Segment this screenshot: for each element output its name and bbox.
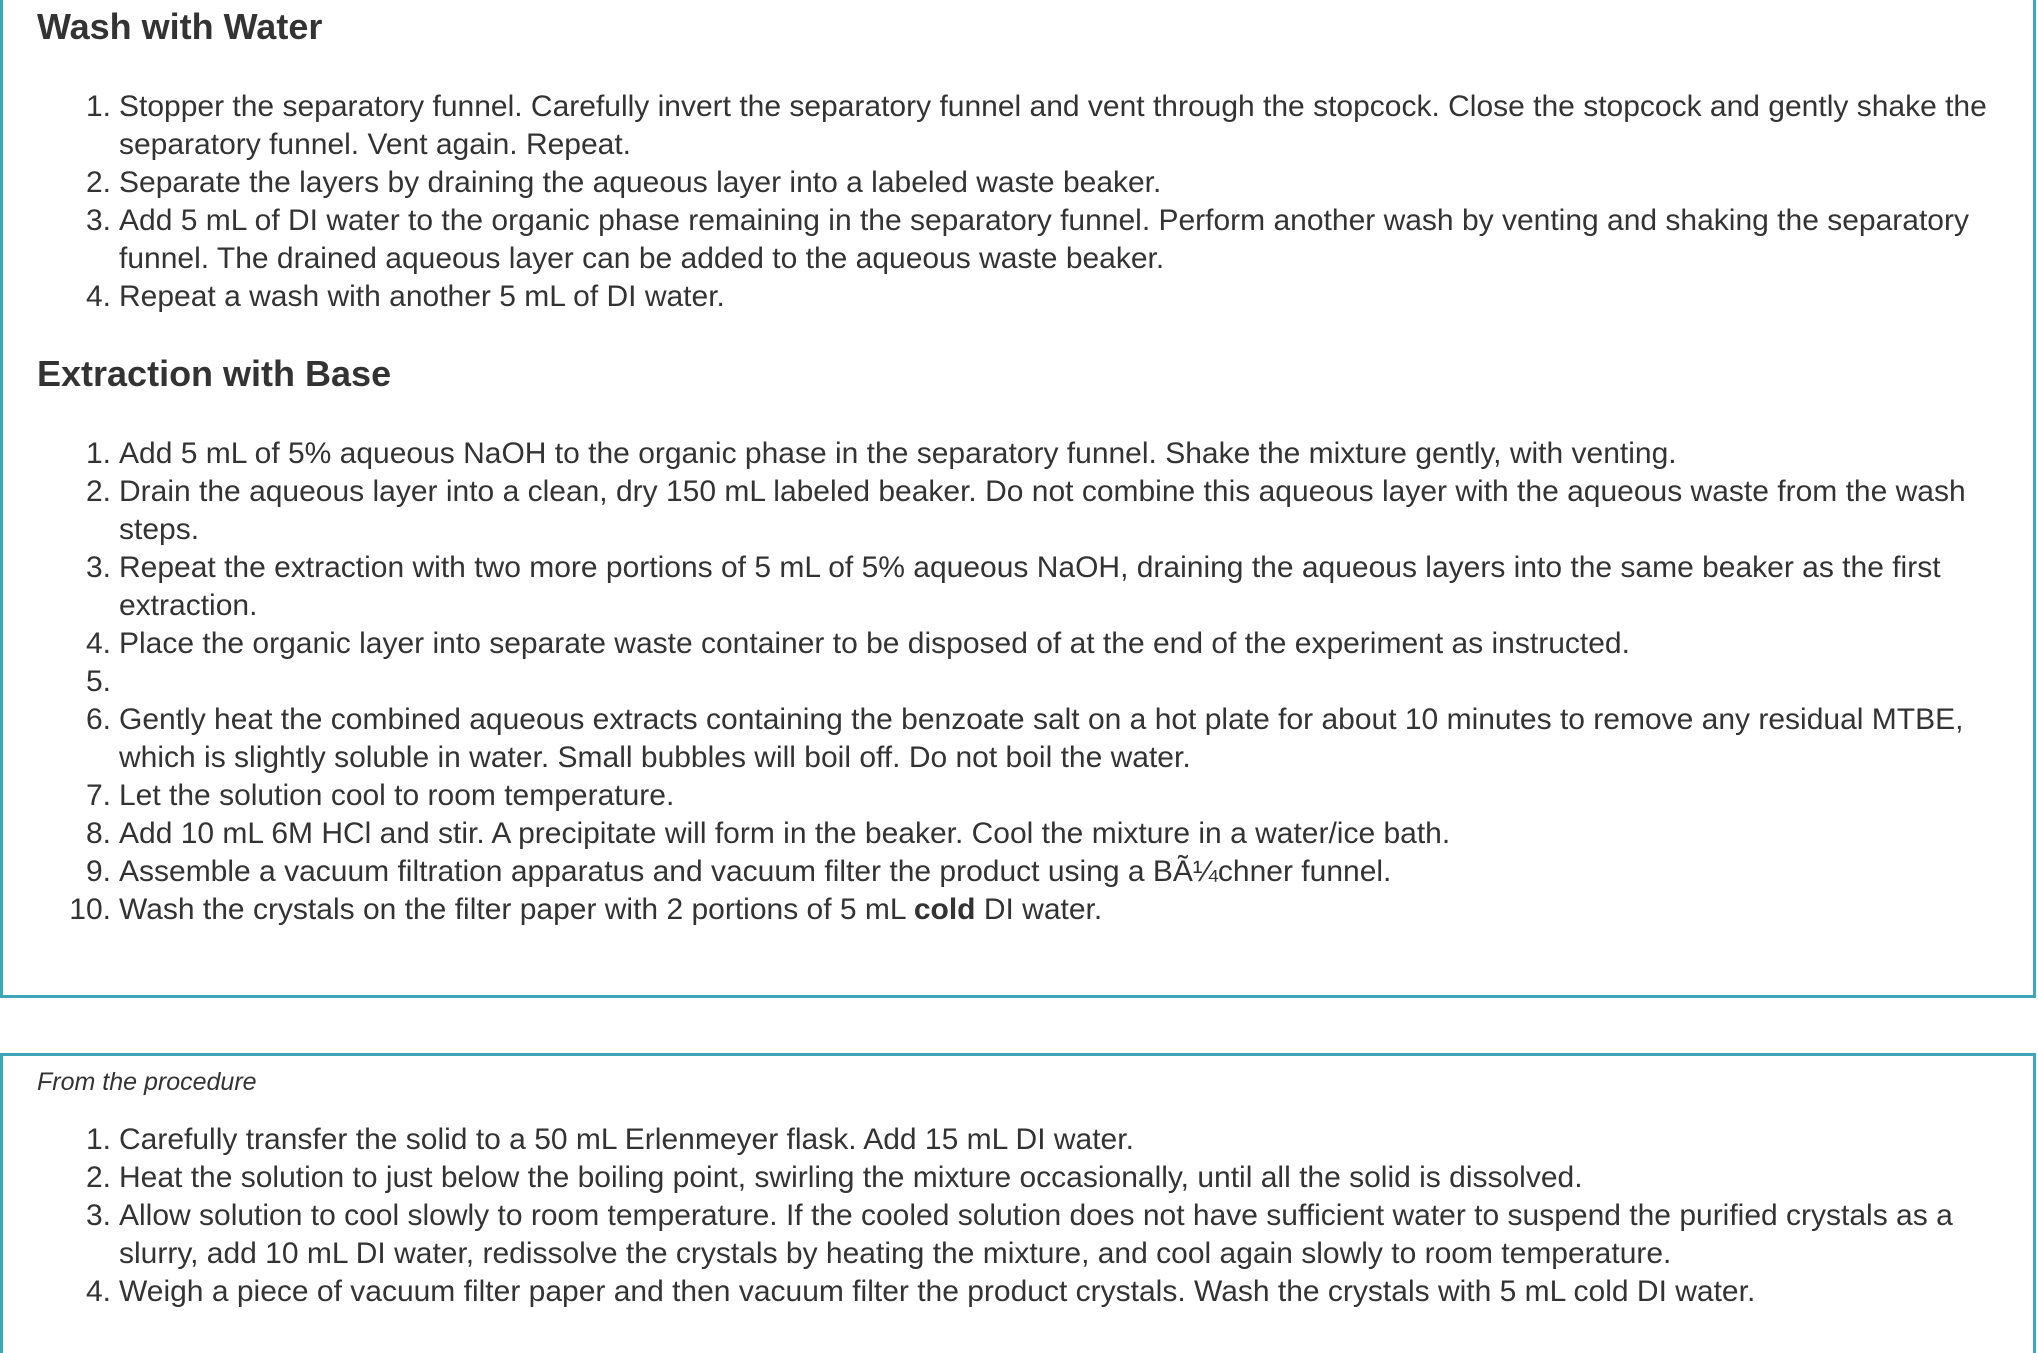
step-number: 3.: [85, 1199, 111, 1232]
step-number: 1.: [85, 437, 111, 470]
extraction-steps-list: [3, 435, 2003, 929]
list-item: [3, 473, 2003, 549]
step-text: DI water.: [975, 893, 1103, 926]
extraction-section-title: Extraction with Base: [37, 353, 392, 394]
procedure-steps-list: [3, 1121, 2003, 1311]
step-text: Separate the layers by draining the aqueous layer into a labeled waste beaker.: [119, 166, 1162, 199]
list-item: [3, 701, 2003, 777]
step-number: 5.: [85, 665, 111, 698]
procedure-excerpt-panel: [0, 1053, 2036, 1353]
step-number: 1.: [85, 1123, 111, 1156]
list-item: [3, 777, 2003, 815]
step-number: 1.: [85, 90, 111, 123]
step-text: Allow solution to cool slowly to room temperature. If the cooled solution does not have sufficient water to suspend the purified crystals as a slurry, add 10 mL DI water, redissolve the crystals by heating the mixture, and cool again slowly to room temperature.: [119, 1199, 1953, 1270]
list-item: [3, 164, 2003, 202]
step-text: Carefully transfer the solid to a 50 mL Erlenmeyer flask. Add 15 mL DI water.: [119, 1123, 1134, 1156]
step-text: Stopper the separatory funnel. Carefully invert the separatory funnel and vent through the stopcock. Close the stopcock and gently shake the separatory funnel. Vent again. Repeat.: [119, 90, 1987, 161]
list-item: [3, 853, 2003, 891]
step-number: 8.: [85, 817, 111, 850]
step-number: 2.: [85, 475, 111, 508]
step-number: 4.: [85, 1275, 111, 1308]
wash-section-title: Wash with Water: [37, 6, 323, 47]
step-number: 2.: [85, 1161, 111, 1194]
list-item: [3, 435, 2003, 473]
step-text: Repeat a wash with another 5 mL of DI water.: [119, 280, 725, 313]
wash-steps-list: [3, 88, 2003, 316]
step-text: Let the solution cool to room temperature.: [119, 779, 675, 812]
step-text: Heat the solution to just below the boiling point, swirling the mixture occasionally, until all the solid is dissolved.: [119, 1161, 1583, 1194]
list-item: [3, 278, 2003, 316]
step-text: Add 5 mL of DI water to the organic phase remaining in the separatory funnel. Perform another wash by venting and shaking the separatory funnel. The drained aqueous layer can be added to the aqueous waste beaker.: [119, 204, 1969, 275]
step-number: 10.: [69, 893, 111, 926]
step-number: 2.: [85, 166, 111, 199]
step-number: 4.: [85, 280, 111, 313]
step-text: Add 5 mL of 5% aqueous NaOH to the organic phase in the separatory funnel. Shake the mixture gently, with venting.: [119, 437, 1677, 470]
list-item: [3, 549, 2003, 625]
list-item: [3, 1273, 2003, 1311]
procedure-caption: From the procedure: [37, 1068, 257, 1096]
list-item: [3, 202, 2003, 278]
list-item: [3, 625, 2003, 663]
list-item: [3, 1121, 2003, 1159]
list-item: [3, 88, 2003, 164]
step-text: Add 10 mL 6M HCl and stir. A precipitate will form in the beaker. Cool the mixture in a water/ice bath.: [119, 817, 1451, 850]
list-item: [3, 891, 2003, 929]
step-text: Place the organic layer into separate waste container to be disposed of at the end of the experiment as instructed.: [119, 627, 1630, 660]
step-text: Repeat the extraction with two more portions of 5 mL of 5% aqueous NaOH, draining the aqueous layers into the same beaker as the first extraction.: [119, 551, 1941, 622]
step-number: 4.: [85, 627, 111, 660]
step-number: 7.: [85, 779, 111, 812]
emphasis-cold: cold: [913, 893, 976, 926]
step-number: 3.: [85, 551, 111, 584]
step-text: Drain the aqueous layer into a clean, dry 150 mL labeled beaker. Do not combine this aqueous layer with the aqueous waste from the wash steps.: [119, 475, 1966, 546]
step-number: 6.: [85, 703, 111, 736]
list-item: [3, 1197, 2003, 1273]
step-number: 3.: [85, 204, 111, 237]
step-text: Assemble a vacuum filtration apparatus and vacuum filter the product using a BÃ¼chner funnel.: [119, 855, 1392, 888]
list-item: [3, 663, 2003, 701]
step-text: Weigh a piece of vacuum filter paper and then vacuum filter the product crystals. Wash the crystals with 5 mL cold DI water.: [119, 1275, 1756, 1308]
step-text: Gently heat the combined aqueous extracts containing the benzoate salt on a hot plate for about 10 minutes to remove any residual MTBE, which is slightly soluble in water. Small bubbles will boil off. Do not boil the water.: [119, 703, 1964, 774]
step-number: 9.: [85, 855, 111, 888]
list-item: [3, 1159, 2003, 1197]
step-text: Wash the crystals on the filter paper with 2 portions of 5 mL: [119, 893, 914, 926]
list-item: [3, 815, 2003, 853]
